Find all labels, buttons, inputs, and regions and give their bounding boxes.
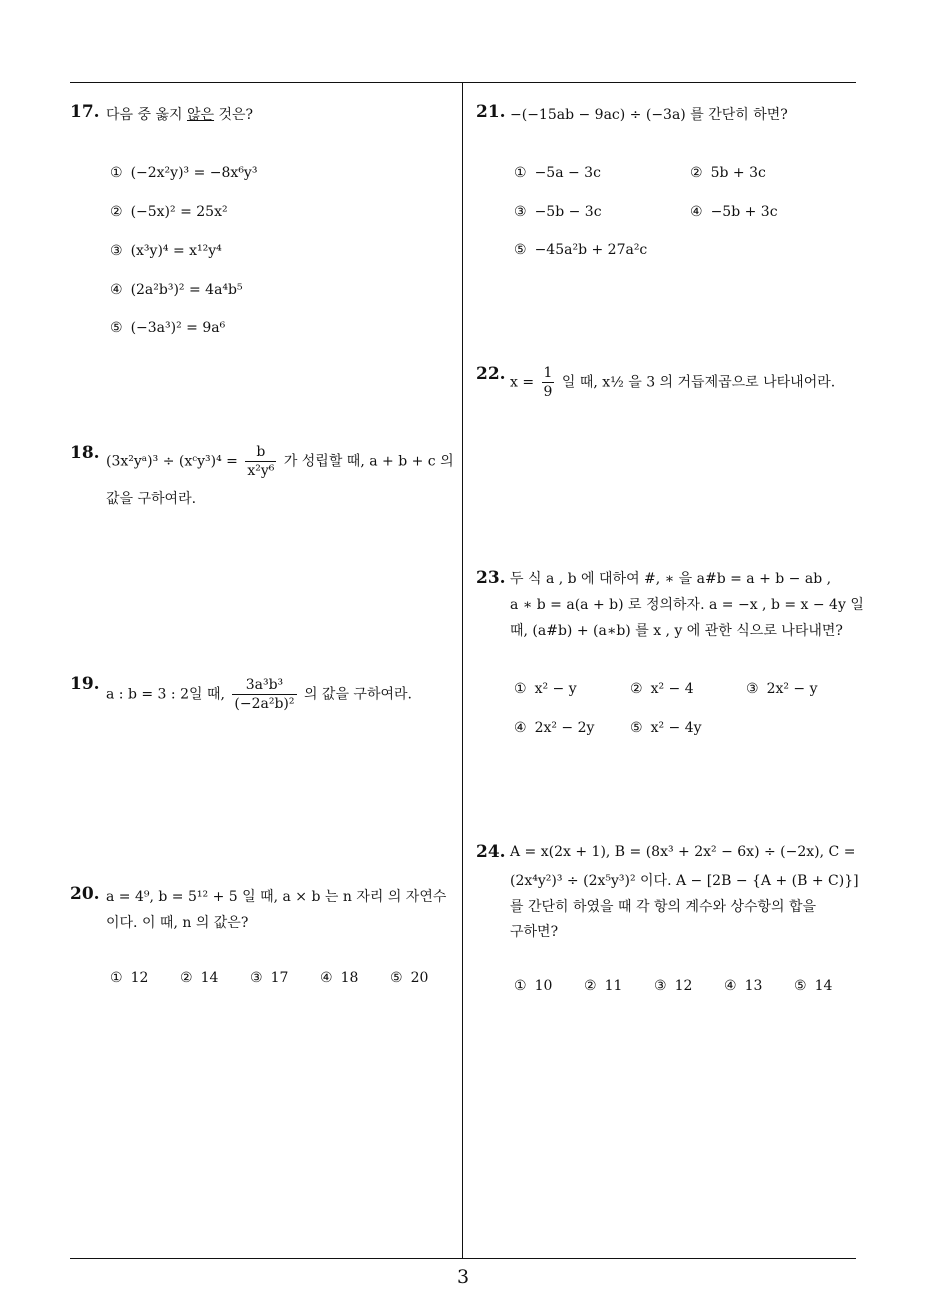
option-1[interactable] <box>514 681 577 697</box>
option-expr: 12 <box>130 970 149 986</box>
option-4[interactable] <box>724 978 762 994</box>
option-1[interactable] <box>514 978 552 994</box>
question-number: 19. <box>70 674 100 694</box>
option-mark: ③ <box>654 978 667 994</box>
option-expr: 17 <box>270 970 289 986</box>
top-rule <box>70 82 856 83</box>
question-text <box>106 676 412 713</box>
question-number: 21. <box>476 102 506 122</box>
question-text-part: 의 값을 구하여라. <box>303 686 412 703</box>
option-4[interactable] <box>110 282 243 298</box>
question-text-part: a : b = 3 : 2일 때, <box>106 686 225 703</box>
option-4[interactable] <box>690 204 778 220</box>
option-expr: x² − 4y <box>650 720 702 736</box>
option-5[interactable] <box>630 720 702 736</box>
question-text-part: 가 성립할 때, a + b + c 의 <box>283 453 454 470</box>
question-text <box>510 364 835 401</box>
question-text-line3: 를 간단히 하였을 때 각 항의 계수와 상수항의 합을 <box>510 899 817 915</box>
question-number: 20. <box>70 884 100 904</box>
fraction-numerator: b <box>245 443 276 462</box>
option-mark: ④ <box>690 204 703 220</box>
option-expr: 5b + 3c <box>710 165 766 181</box>
fraction-denominator: (−2a²b)² <box>234 696 295 712</box>
option-expr: 20 <box>410 970 429 986</box>
option-expr: −5a − 3c <box>534 165 601 181</box>
option-mark: ⑤ <box>110 320 123 336</box>
option-mark: ⑤ <box>514 242 527 258</box>
question-text-part: x = <box>510 374 535 391</box>
option-mark: ② <box>180 970 193 986</box>
question-text-line1: a = 4⁹, b = 5¹² + 5 일 때, a × b 는 n 자리 의 자연수 <box>106 889 447 905</box>
option-mark: ① <box>110 165 123 181</box>
question-text-line2: 이다. 이 때, n 의 값은? <box>106 915 249 931</box>
question-text-line3: 때, (a#b) + (a∗b) 를 x , y 에 관한 식으로 나타내면? <box>510 623 843 639</box>
option-expr: 14 <box>814 978 833 994</box>
fraction-denominator: x²y⁶ <box>247 463 275 479</box>
option-expr: (−3a³)² = 9a⁶ <box>130 320 226 336</box>
fraction <box>245 443 276 480</box>
question-number: 23. <box>476 568 506 588</box>
option-1[interactable] <box>514 165 601 181</box>
option-mark: ③ <box>250 970 263 986</box>
option-expr: (−2x²y)³ = −8x⁶y³ <box>130 165 258 181</box>
option-5[interactable] <box>390 970 428 986</box>
option-2[interactable] <box>180 970 218 986</box>
option-expr: 12 <box>674 978 693 994</box>
question-text-part: 것은? <box>214 107 254 123</box>
question-text-line1: A = x(2x + 1), B = (8x³ + 2x² − 6x) ÷ (−2x), C = <box>510 844 856 860</box>
option-expr: −5b − 3c <box>534 204 602 220</box>
option-mark: ⑤ <box>794 978 807 994</box>
option-mark: ⑤ <box>630 720 643 736</box>
option-5[interactable] <box>794 978 832 994</box>
option-mark: ④ <box>320 970 333 986</box>
column-divider <box>462 82 463 1259</box>
option-1[interactable] <box>110 970 148 986</box>
option-expr: 10 <box>534 978 553 994</box>
question-text <box>106 104 253 124</box>
option-mark: ② <box>584 978 597 994</box>
option-2[interactable] <box>110 204 228 220</box>
question-text-part: 다음 중 옳지 <box>106 107 187 123</box>
option-2[interactable] <box>584 978 622 994</box>
question-text-line2: a ∗ b = a(a + b) 로 정의하자. a = −x , b = x − 4y 일 <box>510 597 864 613</box>
option-expr: −45a²b + 27a²c <box>534 242 648 258</box>
fraction <box>232 676 296 713</box>
option-3[interactable] <box>514 204 602 220</box>
option-mark: ④ <box>514 720 527 736</box>
option-expr: 18 <box>340 970 359 986</box>
option-expr: (−5x)² = 25x² <box>130 204 228 220</box>
option-3[interactable] <box>250 970 288 986</box>
question-text <box>106 443 454 480</box>
option-expr: 14 <box>200 970 219 986</box>
option-mark: ② <box>630 681 643 697</box>
page-number: 3 <box>456 1266 470 1288</box>
option-mark: ⑤ <box>390 970 403 986</box>
option-mark: ① <box>514 978 527 994</box>
option-mark: ① <box>514 681 527 697</box>
question-text-line2: (2x⁴y²)³ ÷ (2x⁵y³)² 이다. A − [2B − {A + (B + C)}] <box>510 873 859 889</box>
option-mark: ① <box>514 165 527 181</box>
option-expr: 2x² − 2y <box>534 720 595 736</box>
option-expr: 13 <box>744 978 763 994</box>
option-mark: ③ <box>514 204 527 220</box>
option-expr: (2a²b³)² = 4a⁴b⁵ <box>130 282 243 298</box>
option-5[interactable] <box>110 320 225 336</box>
option-4[interactable] <box>320 970 358 986</box>
option-3[interactable] <box>110 243 222 259</box>
option-mark: ④ <box>724 978 737 994</box>
option-3[interactable] <box>654 978 692 994</box>
option-mark: ① <box>110 970 123 986</box>
expression: (3x²yᵃ)³ ÷ (xᶜy³)⁴ = <box>106 453 238 470</box>
option-expr: x² − y <box>534 681 577 697</box>
option-expr: x² − 4 <box>650 681 694 697</box>
option-mark: ② <box>690 165 703 181</box>
option-5[interactable] <box>514 242 647 258</box>
fraction <box>542 364 555 401</box>
question-number: 18. <box>70 443 100 463</box>
option-3[interactable] <box>746 681 818 697</box>
question-number: 24. <box>476 842 506 862</box>
fraction-numerator: 3a³b³ <box>232 676 296 695</box>
option-2[interactable] <box>630 681 694 697</box>
question-text-line1: 두 식 a , b 에 대하여 #, ∗ 을 a#b = a + b − ab , <box>510 571 832 587</box>
question-text-line4: 구하면? <box>510 924 559 940</box>
fraction-numerator: 1 <box>543 365 553 381</box>
option-mark: ② <box>110 204 123 220</box>
question-text-part: 일 때, x½ 을 3 의 거듭제곱으로 나타내어라. <box>561 374 836 391</box>
question-number: 22. <box>476 364 506 384</box>
option-2[interactable] <box>690 165 766 181</box>
option-4[interactable] <box>514 720 594 736</box>
option-expr: 2x² − y <box>766 681 818 697</box>
option-mark: ④ <box>110 282 123 298</box>
bottom-rule <box>70 1258 856 1259</box>
option-mark: ③ <box>746 681 759 697</box>
question-text: −(−15ab − 9ac) ÷ (−3a) 를 간단히 하면? <box>510 107 788 123</box>
fraction-denominator: 9 <box>543 384 553 400</box>
option-mark: ③ <box>110 243 123 259</box>
underlined-word: 않은 <box>186 107 215 123</box>
option-expr: 11 <box>604 978 623 994</box>
option-expr: −5b + 3c <box>710 204 778 220</box>
option-expr: (x³y)⁴ = x¹²y⁴ <box>130 243 222 259</box>
question-number: 17. <box>70 102 100 122</box>
option-1[interactable] <box>110 165 257 181</box>
question-text-line2: 값을 구하여라. <box>106 491 197 507</box>
